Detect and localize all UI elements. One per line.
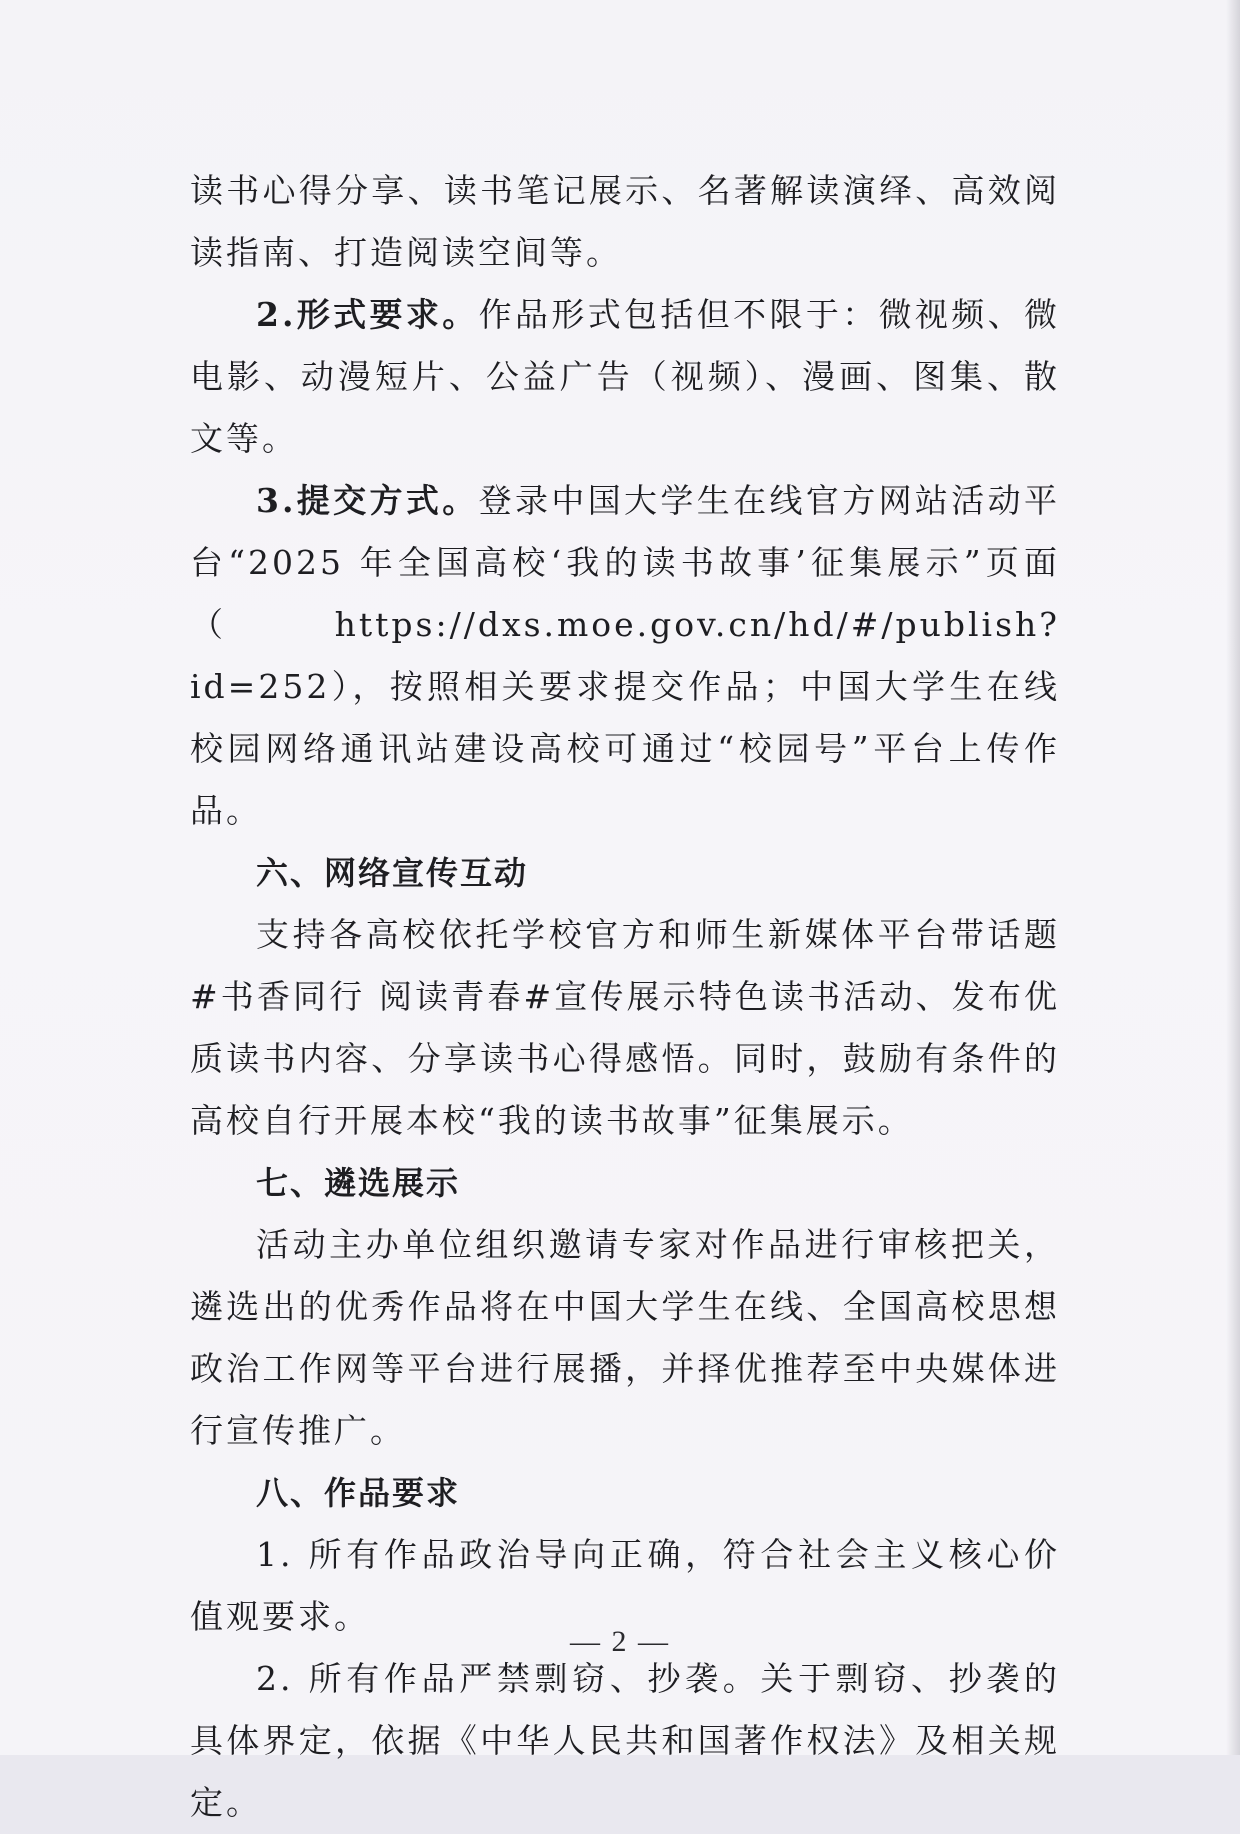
paragraph-section-8-item-2: 2. 所有作品严禁剽窃、抄袭。关于剽窃、抄袭的具体界定，依据《中华人民共和国著作权法》及相关规定。 bbox=[190, 1659, 1060, 1822]
page-edge-shadow bbox=[1226, 0, 1240, 1755]
paragraph-section-7: 活动主办单位组织邀请专家对作品进行审核把关，遴选出的优秀作品将在中国大学生在线、全国高校思想政治工作网等平台进行展播，并择优推荐至中央媒体进行宣传推广。 bbox=[190, 1225, 1060, 1450]
section-heading-8: 八、作品要求 bbox=[256, 1474, 461, 1512]
paragraph-section-8-item-1: 1. 所有作品政治导向正确，符合社会主义核心价值观要求。 bbox=[190, 1535, 1060, 1636]
section-heading-6: 六、网络宣传互动 bbox=[256, 854, 529, 892]
paragraph-section-6: 支持各高校依托学校官方和师生新媒体平台带话题#书香同行 阅读青春#宣传展示特色读书活动、发布优质读书内容、分享读书心得感悟。同时，鼓励有条件的高校自行开展本校“我的读书故事”征集展示。 bbox=[190, 915, 1060, 1140]
submission-method-label: 3.提交方式。 bbox=[256, 481, 479, 520]
page-number: — 2 — bbox=[570, 1625, 670, 1658]
paragraph-submission-method bbox=[190, 470, 1060, 842]
section-heading-7: 七、遴选展示 bbox=[256, 1164, 461, 1202]
paragraph-continued: 读书心得分享、读书笔记展示、名著解读演绎、高效阅读指南、打造阅读空间等。 bbox=[190, 171, 1060, 272]
form-requirements-text: 作品形式包括但不限于：微视频、微电影、动漫短片、公益广告（视频）、漫画、图集、散文等。 bbox=[190, 295, 1060, 458]
form-requirements-label: 2.形式要求。 bbox=[256, 295, 479, 334]
submission-method-text: 登录中国大学生在线官方网站活动平台“2025 年全国高校‘我的读书故事’征集展示”页面（https://dxs.moe.gov.cn/hd/#/publish?id=252），按照相关要求提交作品；中国大学生在线校园网络通讯站建设高校可通过“校园号”平台上传作品。 bbox=[190, 481, 1060, 830]
body-text bbox=[190, 160, 1060, 1834]
paragraph-form-requirements bbox=[190, 284, 1060, 470]
